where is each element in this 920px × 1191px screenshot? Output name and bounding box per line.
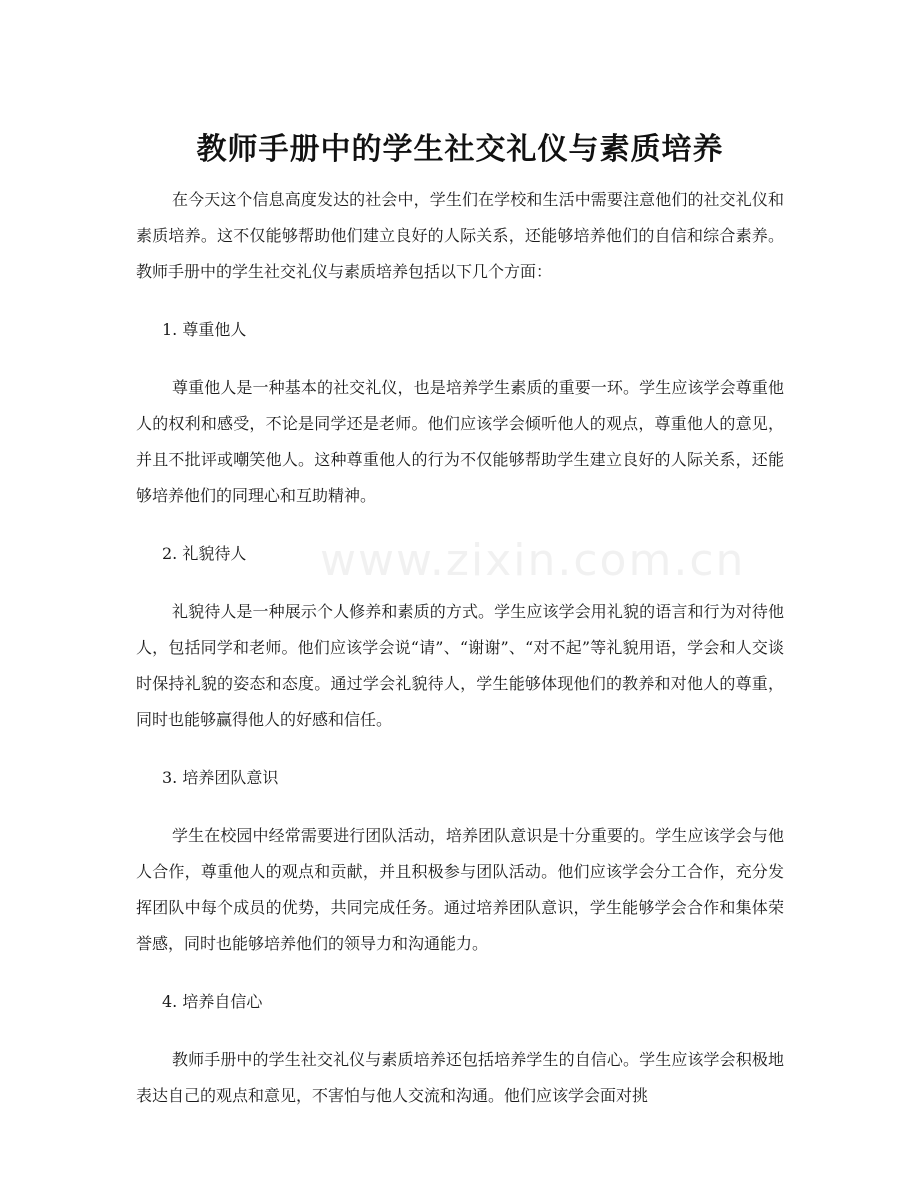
page-title: 教师手册中的学生社交礼仪与素质培养 bbox=[196, 132, 724, 168]
section-body-politeness: 礼貌待人是一种展示个人修养和素质的方式。学生应该学会用礼貌的语言和行为对待他人，包括同学和老师。他们应该学会说“请”、“谢谢”、“对不起”等礼貌用语，学会和人交谈时保持礼貌的姿态和态度。通过学会礼貌待人，学生能够体现他们的教养和对他人的尊重，同时也能够赢得他人的好感和信任。 bbox=[136, 602, 784, 729]
section-heading-teamwork: 3. 培养团队意识 bbox=[162, 768, 279, 787]
section-heading-confidence: 4. 培养自信心 bbox=[162, 992, 263, 1011]
section-body-respect: 尊重他人是一种基本的社交礼仪，也是培养学生素质的重要一环。学生应该学会尊重他人的权利和感受，不论是同学还是老师。他们应该学会倾听他人的观点，尊重他人的意见，并且不批评或嘲笑他人。这种尊重他人的行为不仅能够帮助学生建立良好的人际关系，还能够培养他们的同理心和互助精神。 bbox=[136, 378, 784, 505]
section-body-confidence: 教师手册中的学生社交礼仪与素质培养还包括培养学生的自信心。学生应该学会积极地表达自己的观点和意见，不害怕与他人交流和沟通。他们应该学会面对挑 bbox=[136, 1050, 784, 1105]
section-heading-respect: 1. 尊重他人 bbox=[162, 320, 247, 339]
section-body-teamwork: 学生在校园中经常需要进行团队活动，培养团队意识是十分重要的。学生应该学会与他人合作，尊重他人的观点和贡献，并且积极参与团队活动。他们应该学会分工合作，充分发挥团队中每个成员的优势，共同完成任务。通过培养团队意识，学生能够学会合作和集体荣誉感，同时也能够培养他们的领导力和沟通能力。 bbox=[136, 826, 784, 953]
section-heading-politeness: 2. 礼貌待人 bbox=[162, 544, 247, 563]
watermark: www.zixin.com.cn bbox=[320, 535, 746, 586]
intro-paragraph: 在今天这个信息高度发达的社会中，学生们在学校和生活中需要注意他们的社交礼仪和素质培养。这不仅能够帮助他们建立良好的人际关系，还能够培养他们的自信和综合素养。教师手册中的学生社交礼仪与素质培养包括以下几个方面： bbox=[136, 190, 784, 281]
document-body bbox=[136, 182, 784, 1136]
